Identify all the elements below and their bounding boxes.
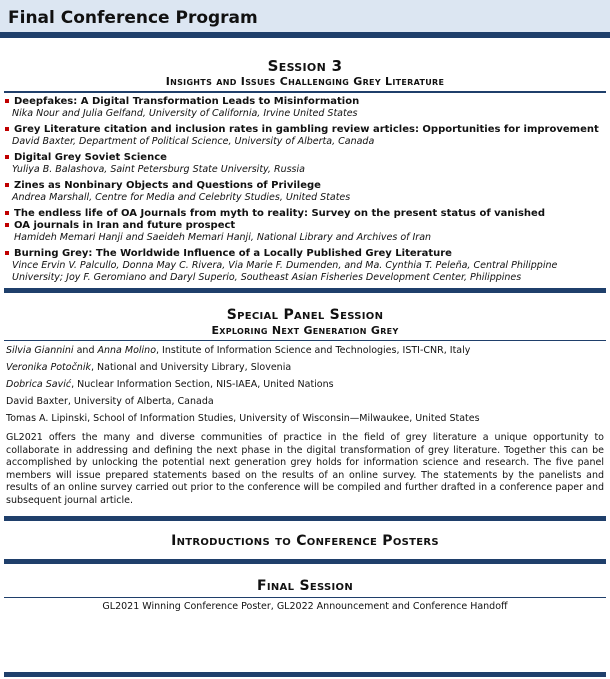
panel-description: GL2021 offers the many and diverse communities of practice in the field of grey literature a unique opportunity to collaborate in addressing and defining the next phase in the digital transformation of grey literature. Together this can be accomplished by unlocking the potential next generation grey holds for information science and research. The five panel members will issue prepared statements based on the results of an online survey. The statements by the panelists and results of an online survey carried out prior to the conference will be compiled and further drafted in a conference paper and subsequent journal article. xyxy=(6,432,604,506)
panel-member xyxy=(6,362,604,374)
paper-list xyxy=(0,93,610,284)
page-header xyxy=(0,0,610,38)
posters-title: Introductions to Conference Posters xyxy=(171,532,439,549)
paper-authors: Vince Ervin V. Palcullo, Donna May C. Rivera, Via Marie F. Dumenden, and Ma. Cynthia T. Peleña, Central Philippine xyxy=(12,259,558,271)
final-title: Final Session xyxy=(257,577,353,594)
panel-member xyxy=(6,396,604,408)
member-affiliation: , National and University Library, Slovenia xyxy=(90,362,292,373)
paper-item xyxy=(8,152,600,176)
panel-member xyxy=(6,413,604,425)
paper-title: Digital Grey Soviet Science xyxy=(8,152,600,164)
paper-title: The endless life of OA Journals from myth to reality: Survey on the present status of vanished xyxy=(8,208,600,220)
paper-item xyxy=(8,208,600,244)
posters-section xyxy=(0,521,610,559)
paper-authors-cont: University; Joy F. Geromiano and Daryl Superio, Southeast Asian Fisheries Development Center, Philippines xyxy=(12,271,522,283)
member-text: Tomas A. Lipinski, School of Information Studies, University of Wisconsin—Milwaukee, United States xyxy=(6,413,480,424)
session-3-title: Session 3 xyxy=(267,57,343,75)
member-affiliation: , Nuclear Information Section, NIS-IAEA, United Nations xyxy=(71,379,334,390)
session-3 xyxy=(0,38,610,284)
final-session xyxy=(0,564,610,614)
paper-item xyxy=(8,248,600,284)
panel-title: Special Panel Session xyxy=(226,306,384,323)
panel-members xyxy=(0,341,610,425)
paper-authors: Nika Nour and Julia Gelfand, University of California, Irvine United States xyxy=(12,107,358,119)
paper-title: Zines as Nonbinary Objects and Questions of Privilege xyxy=(8,180,600,192)
paper-authors: Andrea Marshall, Centre for Media and Celebrity Studies, United States xyxy=(12,191,351,203)
paper-authors: David Baxter, Department of Political Science, University of Alberta, Canada xyxy=(12,135,375,147)
paper-title-cont: OA journals in Iran and future prospect xyxy=(8,220,600,232)
member-name: Veronika Potočnik xyxy=(6,362,91,373)
panel-subtitle: Exploring Next Generation Grey xyxy=(211,323,399,337)
panel-member xyxy=(6,345,604,357)
member-text: David Baxter, University of Alberta, Canada xyxy=(6,396,214,407)
paper-title: Burning Grey: The Worldwide Influence of a Locally Published Grey Literature xyxy=(8,248,600,260)
panel-member xyxy=(6,379,604,391)
paper-authors: Yuliya B. Balashova, Saint Petersburg State University, Russia xyxy=(12,163,305,175)
final-text: GL2021 Winning Conference Poster, GL2022 Announcement and Conference Handoff xyxy=(102,601,508,613)
paper-item xyxy=(8,180,600,204)
member-affiliation: , Institute of Information Science and Technologies, ISTI-CNR, Italy xyxy=(156,345,471,356)
paper-item xyxy=(8,96,600,120)
member-name: Dobrica Savić xyxy=(6,379,72,390)
divider xyxy=(4,597,606,599)
special-panel xyxy=(0,293,610,508)
paper-item xyxy=(8,124,600,148)
session-3-subtitle: Insights and Issues Challenging Grey Literature xyxy=(165,75,445,88)
member-name: Silvia Giannini xyxy=(6,345,74,356)
paper-title: Deepfakes: A Digital Transformation Leads to Misinformation xyxy=(8,96,600,108)
member-name: Anna Molino xyxy=(97,345,157,356)
paper-authors: Hamideh Memari Hanji and Saeideh Memari Hanji, National Library and Archives of Iran xyxy=(14,231,432,243)
member-and: and xyxy=(73,345,98,356)
section-rule xyxy=(4,672,606,677)
page-title: Final Conference Program xyxy=(8,8,258,28)
paper-title: Grey Literature citation and inclusion rates in gambling review articles: Opportunities for improvement xyxy=(8,124,600,136)
